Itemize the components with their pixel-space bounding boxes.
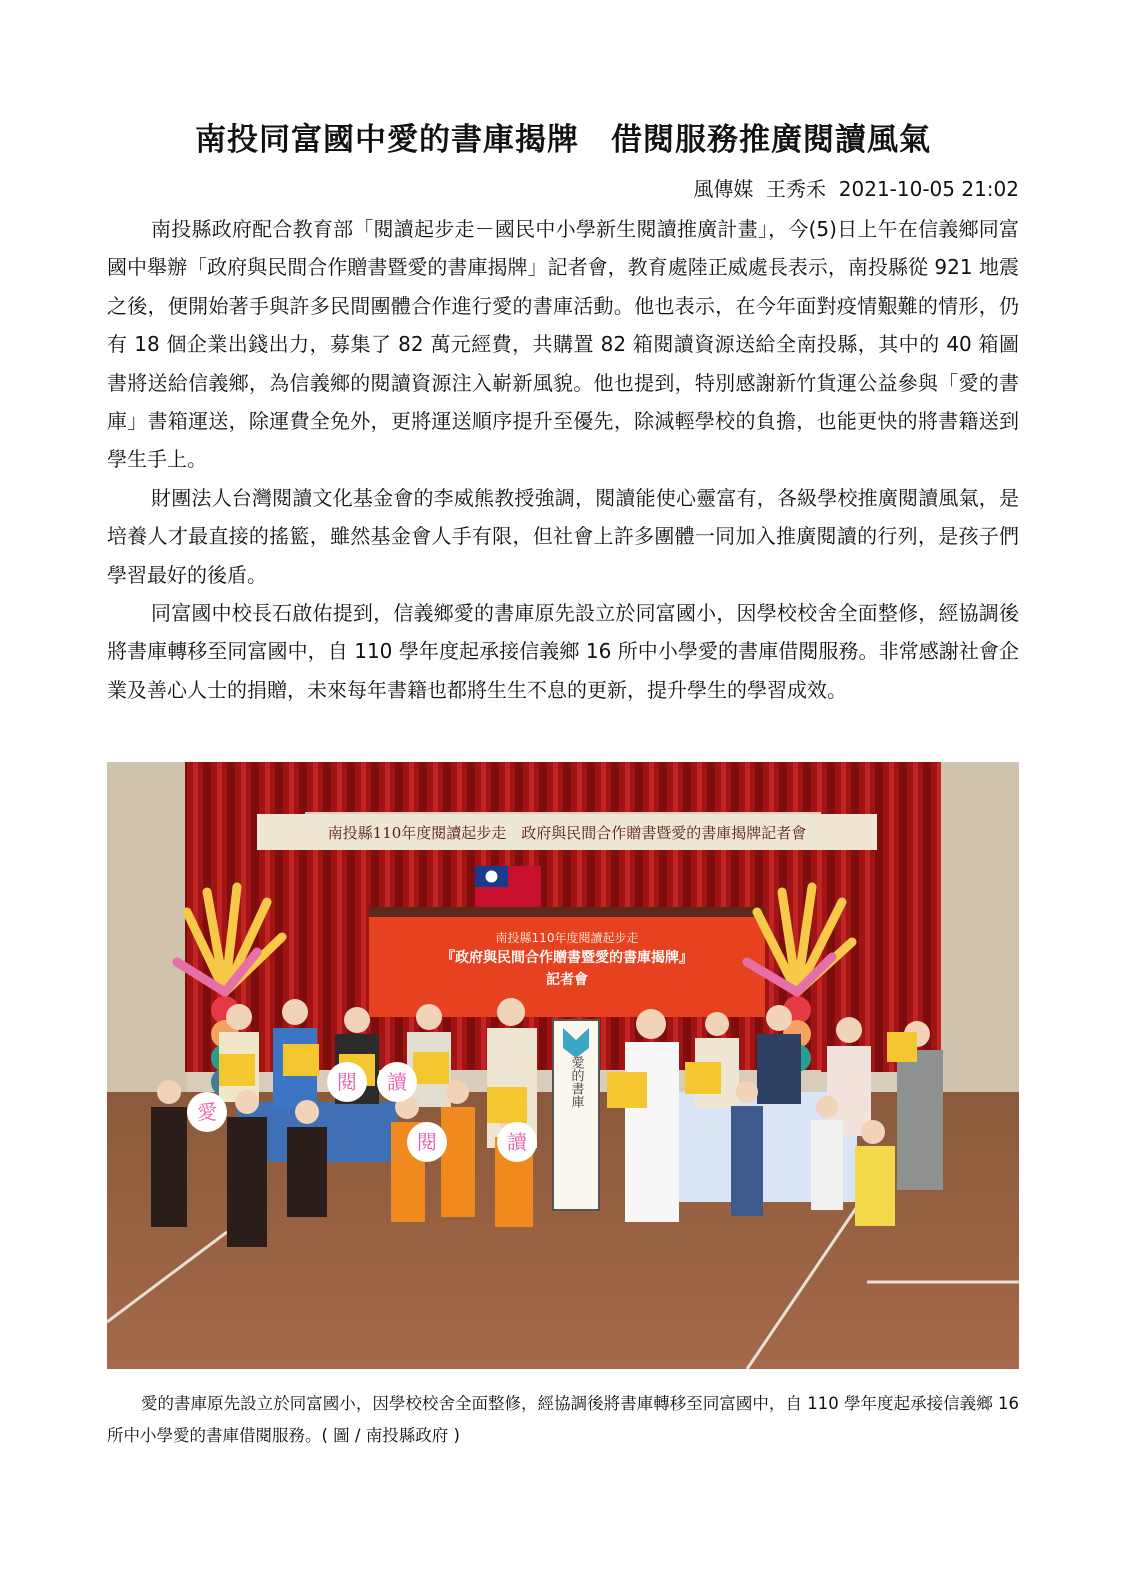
card-text-1: 愛: [197, 1100, 217, 1124]
article-body: [107, 210, 1019, 709]
card-text-3: 讀: [387, 1070, 407, 1094]
card-text-4: 閱: [417, 1130, 437, 1154]
backdrop-line-1: 南投縣110年度閱讀起步走: [495, 931, 639, 945]
card-text-5: 讀: [507, 1130, 527, 1154]
article-paragraph: 同富國中校長石啟佑提到，信義鄉愛的書庫原先設立於同富國小，因學校校舍全面整修，經協調後將書庫轉移至同富國中，自 110 學年度起承接信義鄉 16 所中小學愛的書庫借閱服務。非常感謝社會企業及善心人士的捐贈，未來每年書籍也都將生生不息的更新，提升學生的學習成效。: [107, 601, 1019, 702]
stage-banner-text: 南投縣110年度閱讀起步走 政府與民間合作贈書暨愛的書庫揭牌記者會: [327, 824, 807, 842]
event-photo: [107, 762, 1019, 1369]
sign-text: 愛的書庫: [568, 1056, 584, 1108]
article-byline: 風傳媒 王秀禾 2021-10-05 21:02: [693, 177, 1019, 201]
photo-caption-text: 愛的書庫原先設立於同富國小，因學校校舍全面整修，經協調後將書庫轉移至同富國中，自 110 學年度起承接信義鄉 16 所中小學愛的書庫借閱服務。( 圖 / 南投縣政府 ): [107, 1394, 1019, 1445]
article-title: 南投同富國中愛的書庫揭牌 借閱服務推廣閱讀風氣: [195, 122, 931, 158]
backdrop-line-2: 『政府與民間合作贈書暨愛的書庫揭牌』: [441, 950, 693, 966]
article-paragraph: 財團法人台灣閱讀文化基金會的李威熊教授強調，閱讀能使心靈富有，各級學校推廣閱讀風氣，是培養人才最直接的搖籃，雖然基金會人手有限，但社會上許多團體一同加入推廣閱讀的行列，是孩子們學習最好的後盾。: [107, 485, 1019, 587]
event-photo-illustration: [107, 762, 1019, 1369]
backdrop-line-3: 記者會: [546, 972, 588, 988]
article-paragraph: 南投縣政府配合教育部「閱讀起步走－國民中小學新生閱讀推廣計畫」，今(5)日上午在信義鄉同富國中舉辦「政府與民間合作贈書暨愛的書庫揭牌」記者會，教育處陸正威處長表示，南投縣從 921 地震之後，便開始著手與許多民間團體合作進行愛的書庫活動。他也表示，在今年面對疫情艱難的情形，仍有 18 個企業出錢出力，募集了 82 萬元經費，共購置 82 箱閱讀資源送給全南投縣，其中的 40 箱圖書將送給信義鄉，為信義鄉的閱讀資源注入嶄新風貌。他也提到，特別感謝新竹貨運公益參與「愛的書庫」書箱運送，除運費全免外，更將運送順序提升至優先，除減輕學校的負擔，也能更快的將書籍送到學生手上。: [107, 217, 1019, 472]
photo-caption: [107, 1388, 1019, 1452]
card-text-2: 閱: [337, 1070, 357, 1094]
